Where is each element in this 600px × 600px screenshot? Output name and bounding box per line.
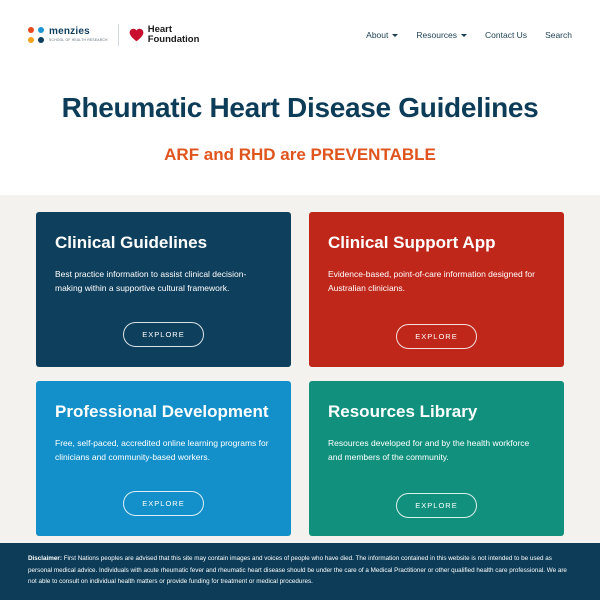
disclaimer-banner xyxy=(0,543,600,600)
menzies-wordmark xyxy=(49,27,108,42)
menzies-subtitle: SCHOOL OF HEALTH RESEARCH xyxy=(49,38,108,43)
hero-section xyxy=(0,70,600,195)
logo-group[interactable] xyxy=(28,24,199,46)
card-description: Resources developed for and by the health workforce and members of the community. xyxy=(328,438,530,463)
main-navigation xyxy=(366,30,572,40)
card-description: Free, self-paced, accredited online learning programs for clinicians and community-based workers. xyxy=(55,438,269,463)
explore-button-clinical-support-app[interactable]: EXPLORE xyxy=(396,324,476,349)
site-header xyxy=(0,0,600,70)
nav-label-search: Search xyxy=(545,30,572,40)
nav-item-contact-us[interactable] xyxy=(485,30,527,40)
card-description: Evidence-based, point-of-care information designed for Australian clinicians. xyxy=(328,269,535,294)
card-clinical-support-app[interactable] xyxy=(309,212,564,367)
chevron-down-icon xyxy=(461,34,467,37)
hf-line-1: Heart xyxy=(147,23,172,35)
card-resources-library[interactable] xyxy=(309,381,564,536)
chevron-down-icon xyxy=(392,34,398,37)
card-title: Resources Library xyxy=(328,402,478,421)
explore-button-professional-development[interactable]: EXPLORE xyxy=(123,491,203,516)
nav-label-resources: Resources xyxy=(416,30,458,40)
explore-button-resources-library[interactable]: EXPLORE xyxy=(396,493,476,518)
menzies-name: menzies xyxy=(49,26,90,38)
disclaimer-label: Disclaimer: xyxy=(28,555,62,563)
menzies-logo[interactable] xyxy=(28,27,108,43)
card-title: Clinical Support App xyxy=(328,233,496,252)
heart-foundation-wordmark xyxy=(148,25,200,46)
nav-label-contact-us: Contact Us xyxy=(485,30,528,40)
card-title: Clinical Guidelines xyxy=(55,233,208,252)
hero-subtitle: ARF and RHD are PREVENTABLE xyxy=(164,145,436,164)
explore-button-clinical-guidelines[interactable]: EXPLORE xyxy=(123,322,203,347)
nav-item-about[interactable] xyxy=(366,30,398,40)
card-title: Professional Development xyxy=(55,402,269,421)
logo-divider xyxy=(118,24,119,46)
heart-icon xyxy=(129,28,144,42)
nav-item-search[interactable] xyxy=(545,30,572,40)
page-title: Rheumatic Heart Disease Guidelines xyxy=(61,92,539,123)
nav-item-resources[interactable] xyxy=(416,30,467,40)
disclaimer-text: First Nations peoples are advised that this site may contain images and voices of people who have died. The information contained in this website is not intended to be used as personal medical advice. Individuals with acute rheumatic fever and rheumatic heart disease should be under the care of a Medical Practitioner or other qualified health care professional. We are not able to consult on individual health matters or provide funding for treatment or medical procedures. xyxy=(28,555,567,586)
card-professional-development[interactable] xyxy=(36,381,291,536)
menzies-dots-icon xyxy=(28,27,44,43)
heart-foundation-logo[interactable] xyxy=(129,25,200,46)
cards-section xyxy=(0,195,600,543)
card-clinical-guidelines[interactable] xyxy=(36,212,291,367)
card-description: Best practice information to assist clinical decision-making within a supportive cultural framework. xyxy=(55,269,247,294)
nav-label-about: About xyxy=(366,30,389,40)
hf-line-2: Foundation xyxy=(147,34,200,45)
cards-grid xyxy=(36,212,564,536)
